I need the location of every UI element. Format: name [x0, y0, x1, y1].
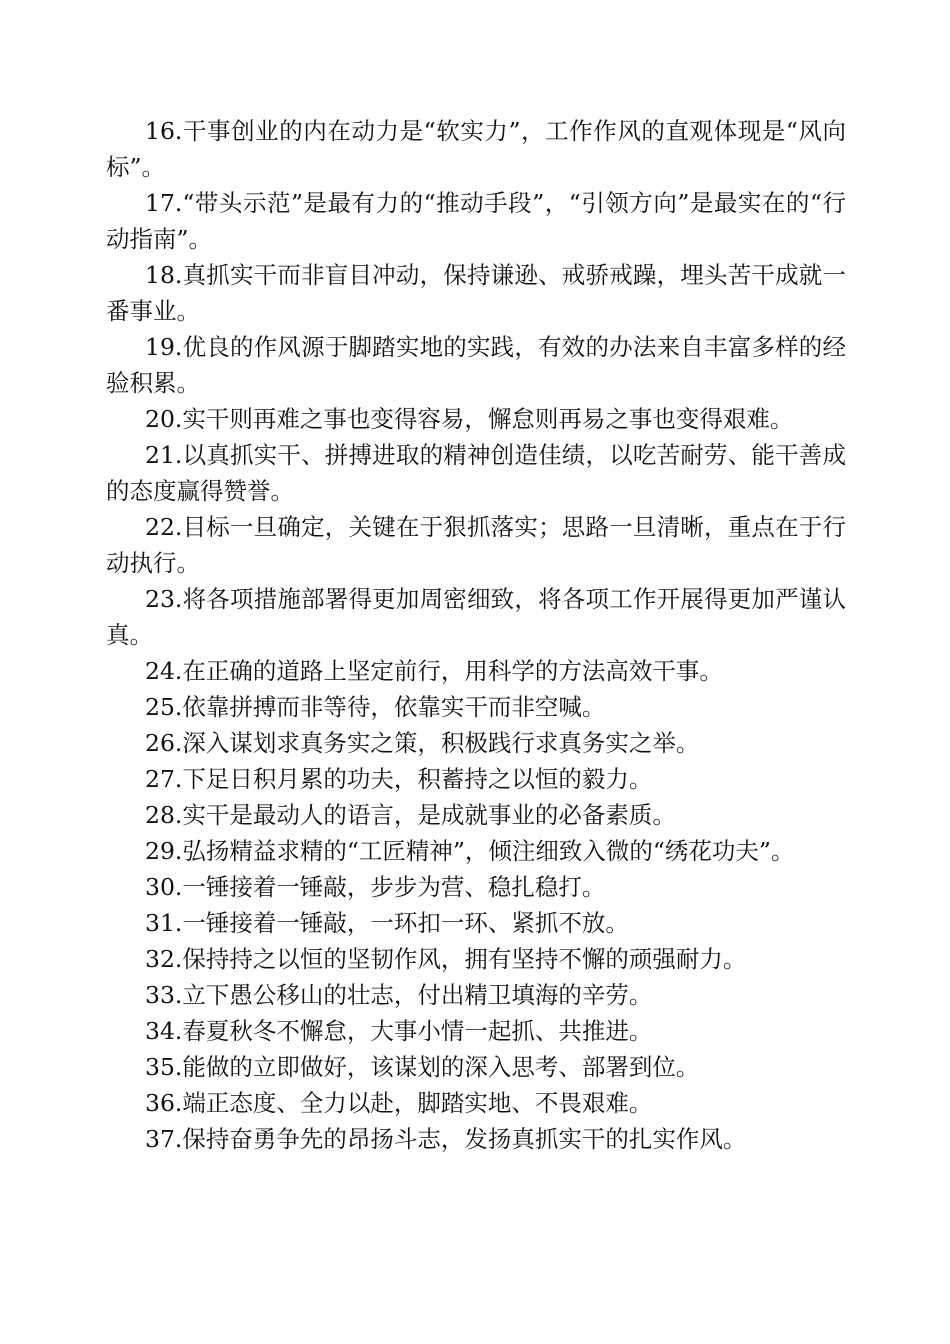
list-item: 21.以真抓实干、拼搏进取的精神创造佳绩，以吃苦耐劳、能干善成的态度赢得赞誉。 — [106, 441, 846, 505]
list-item: 37.保持奋勇争先的昂扬斗志，发扬真抓实干的扎实作风。 — [145, 1125, 747, 1153]
document-page — [106, 113, 846, 1157]
list-item: 20.实干则再难之事也变得容易，懈怠则再易之事也变得艰难。 — [145, 405, 794, 433]
list-item: 27.下足日积月累的功夫，积蓄持之以恒的毅力。 — [145, 765, 653, 793]
list-item: 28.实干是最动人的语言，是成就事业的必备素质。 — [145, 801, 676, 829]
list-item: 24.在正确的道路上坚定前行，用科学的方法高效干事。 — [145, 657, 723, 685]
list-item: 36.端正态度、全力以赴，脚踏实地、不畏艰难。 — [145, 1089, 653, 1117]
list-item: 17.“带头示范”是最有力的“推动手段”，“引领方向”是最实在的“行动指南”。 — [106, 189, 846, 253]
list-item: 22.目标一旦确定，关键在于狠抓落实；思路一旦清晰，重点在于行动执行。 — [106, 513, 846, 577]
list-item: 33.立下愚公移山的壮志，付出精卫填海的辛劳。 — [145, 981, 653, 1009]
list-item: 34.春夏秋冬不懈怠，大事小情一起抓、共推进。 — [145, 1017, 653, 1045]
list-item: 26.深入谋划求真务实之策，积极践行求真务实之举。 — [145, 729, 700, 757]
list-item: 18.真抓实干而非盲目冲动，保持谦逊、戒骄戒躁，埋头苦干成就一番事业。 — [106, 261, 846, 325]
list-item: 30.一锤接着一锤敲，步步为营、稳扎稳打。 — [145, 873, 606, 901]
list-item: 16.干事创业的内在动力是“软实力”，工作作风的直观体现是“风向标”。 — [106, 117, 846, 181]
list-item: 35.能做的立即做好，该谋划的深入思考、部署到位。 — [145, 1053, 700, 1081]
list-item: 19.优良的作风源于脚踏实地的实践，有效的办法来自丰富多样的经验积累。 — [106, 333, 846, 397]
list-item: 23.将各项措施部署得更加周密细致，将各项工作开展得更加严谨认真。 — [106, 585, 846, 649]
list-item: 31.一锤接着一锤敲，一环扣一环、紧抓不放。 — [145, 909, 629, 937]
list-item: 25.依靠拼搏而非等待，依靠实干而非空喊。 — [145, 693, 606, 721]
list-item: 29.弘扬精益求精的“工匠精神”，倾注细致入微的“绣花功夫”。 — [145, 837, 795, 865]
list-item: 32.保持持之以恒的坚韧作风，拥有坚持不懈的顽强耐力。 — [145, 945, 747, 973]
